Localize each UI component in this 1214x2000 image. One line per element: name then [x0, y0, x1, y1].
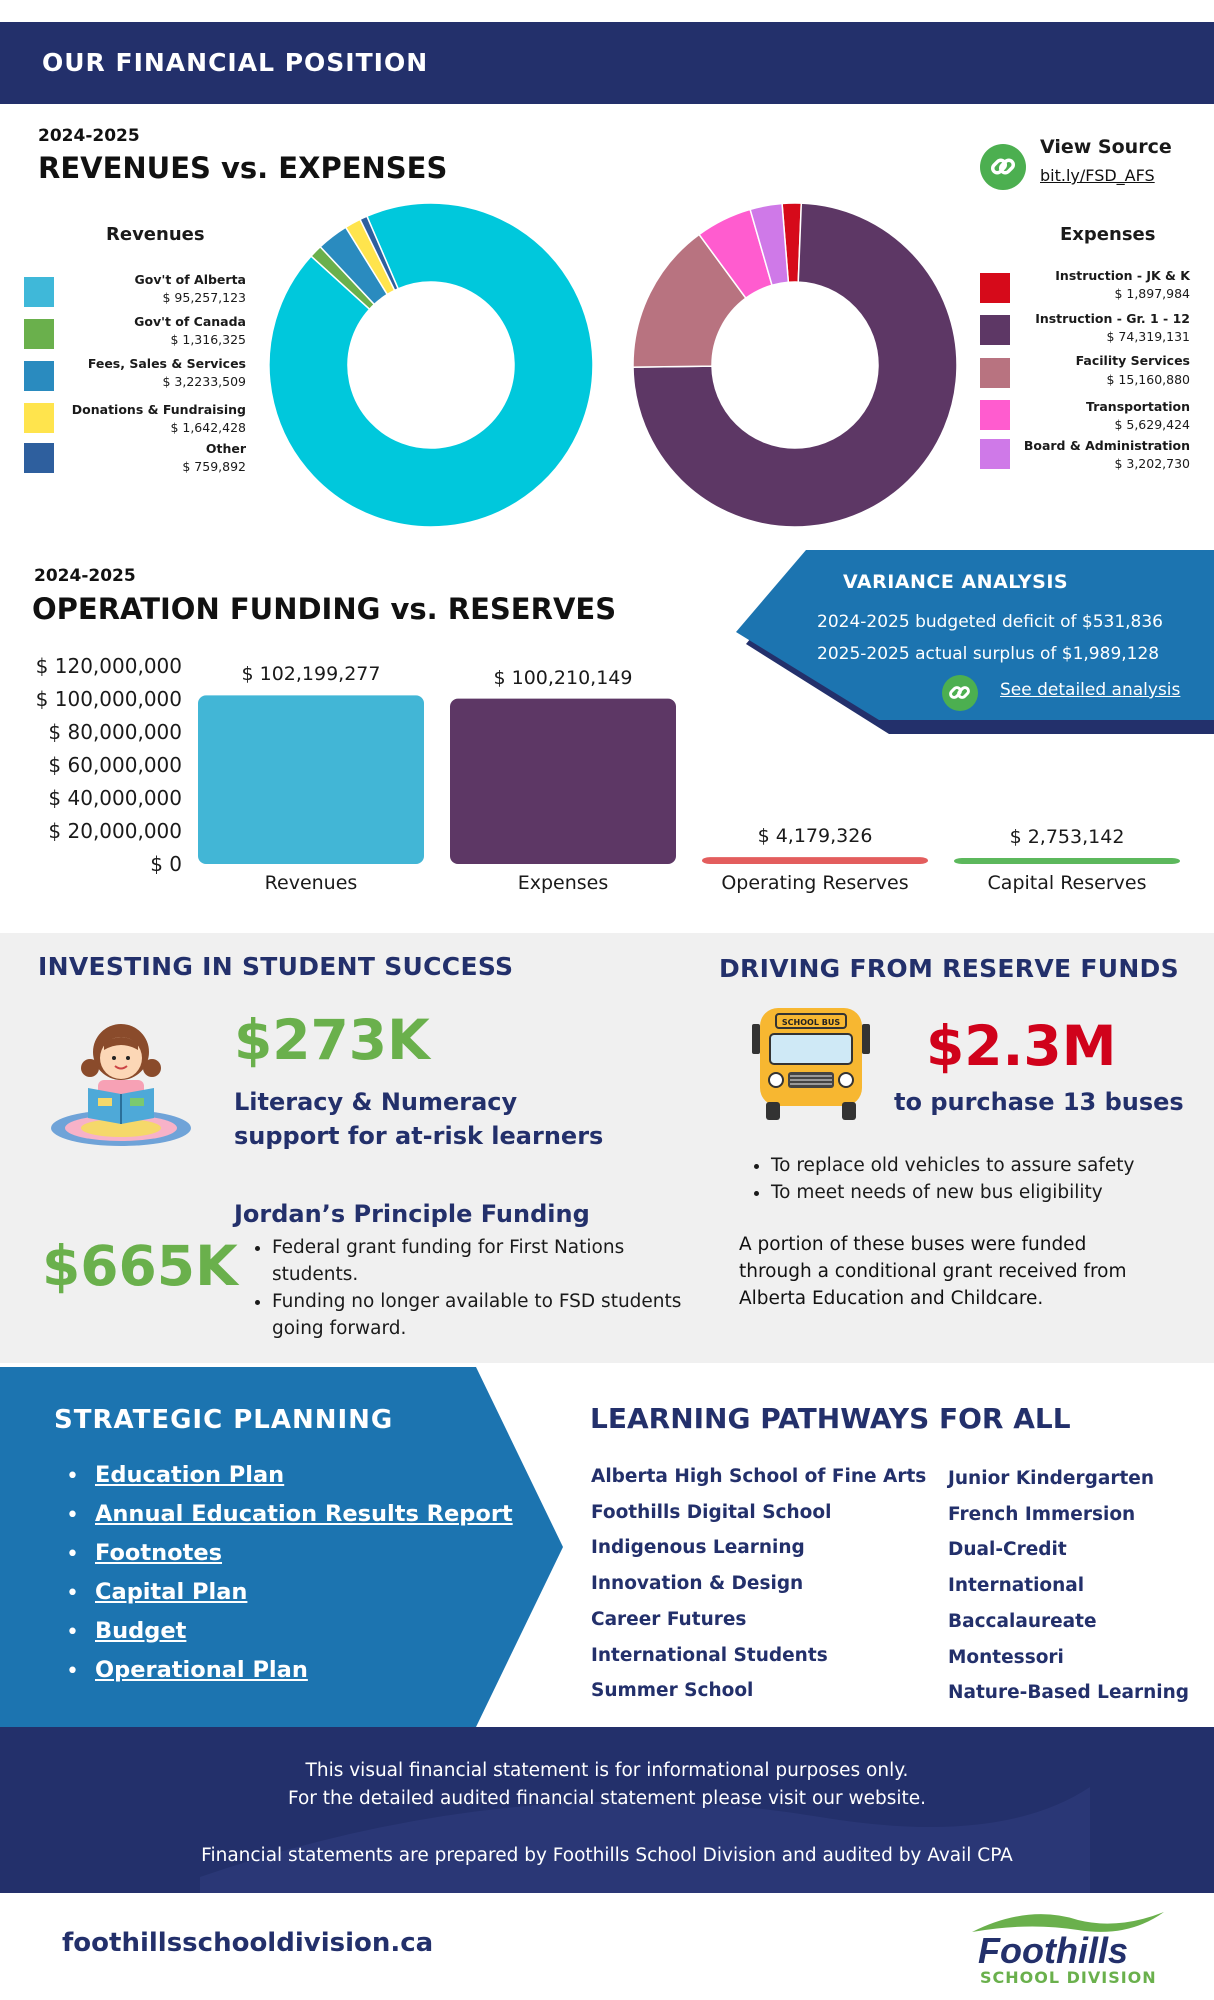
legend-value: $ 1,316,325	[170, 332, 246, 347]
footer-wave	[0, 1727, 1214, 1893]
view-source-label: View Source	[1040, 136, 1172, 158]
bar-capital-reserves	[954, 858, 1180, 864]
expenses-legend-heading: Expenses	[1060, 224, 1156, 245]
footer-line: For the detailed audited financial statement please visit our website.	[287, 1788, 927, 1809]
legend-value: $ 759,892	[182, 459, 246, 474]
legend-label: Transportation	[1086, 399, 1190, 414]
strategic-link[interactable]: Budget	[95, 1618, 187, 1644]
funding-bar-chart	[190, 650, 1190, 910]
pathways-title: LEARNING PATHWAYS FOR ALL	[590, 1402, 1071, 1435]
legend-value: $ 5,629,424	[1114, 417, 1190, 432]
revenues-donut-chart	[266, 200, 596, 530]
legend-value: $ 1,897,984	[1114, 286, 1190, 301]
bullet-icon: •	[66, 1620, 79, 1645]
bar-category-label: Operating Reserves	[721, 872, 909, 894]
strategic-link[interactable]: Annual Education Results Report	[95, 1501, 513, 1527]
strategic-link[interactable]: Capital Plan	[95, 1579, 248, 1605]
legend-value: $ 95,257,123	[162, 290, 246, 305]
pathway-item: Innovation & Design	[591, 1573, 804, 1595]
y-tick-label: $ 60,000,000	[48, 753, 182, 777]
bar-operating-reserves	[702, 857, 928, 864]
legend-value: $ 3,2233,509	[162, 374, 246, 389]
bullet-icon: •	[66, 1503, 79, 1528]
variance-line: 2025-2025 actual surplus of $1,989,128	[817, 644, 1160, 664]
bus-note: Alberta Education and Childcare.	[739, 1288, 1044, 1309]
pathway-item: Summer School	[591, 1680, 754, 1702]
page-title: OUR FINANCIAL POSITION	[42, 48, 429, 77]
bullet-icon: •	[66, 1659, 79, 1684]
bar-category-label: Revenues	[264, 872, 358, 894]
bar-value-label: $ 102,199,277	[241, 663, 381, 686]
strategic-link[interactable]: Education Plan	[95, 1462, 285, 1488]
bus-sign: SCHOOL BUS	[781, 1018, 841, 1027]
literacy-amount: $273K	[234, 1008, 430, 1072]
detailed-analysis-link[interactable]: See detailed analysis	[1000, 680, 1181, 700]
legend-value: $ 15,160,880	[1106, 372, 1190, 387]
strategic-link[interactable]: Operational Plan	[95, 1657, 308, 1683]
legend-label: Board & Administration	[1023, 438, 1190, 453]
legend-label: Instruction - JK & K	[1055, 268, 1190, 283]
variance-line: 2024-2025 budgeted deficit of $531,836	[817, 612, 1163, 632]
y-tick-label: $ 40,000,000	[48, 786, 182, 810]
bus-amount: $2.3M	[926, 1014, 1117, 1078]
pathway-item: International Students	[591, 1644, 828, 1666]
jordan-amount: $665K	[42, 1234, 238, 1298]
section-title: OPERATION FUNDING vs. RESERVES	[32, 592, 617, 626]
pathway-item: French Immersion	[948, 1503, 1136, 1525]
y-tick-label: $ 80,000,000	[48, 720, 182, 744]
legend-label: Fees, Sales & Services	[87, 356, 246, 371]
y-tick-label: $ 120,000,000	[35, 654, 182, 678]
bus-desc: to purchase 13 buses	[894, 1088, 1184, 1116]
legend-label: Instruction - Gr. 1 - 12	[1035, 311, 1190, 326]
jordan-title: Jordan’s Principle Funding	[234, 1200, 590, 1228]
variance-title: VARIANCE ANALYSIS	[843, 571, 1069, 593]
pathway-item: Foothills Digital School	[591, 1501, 832, 1523]
pathway-item: Career Futures	[591, 1608, 747, 1630]
legend-value: $ 1,642,428	[170, 420, 246, 435]
strategic-title: STRATEGIC PLANNING	[54, 1405, 394, 1435]
legend-value: $ 3,202,730	[1114, 456, 1190, 471]
pathway-item: Montessori	[948, 1646, 1064, 1668]
section-title: REVENUES vs. EXPENSES	[38, 151, 448, 185]
list-item: • Funding no longer available to FSD students going forward.	[272, 1288, 684, 1342]
y-tick-label: $ 20,000,000	[48, 819, 182, 843]
pathway-item: Dual-Credit	[948, 1539, 1067, 1561]
section-year: 2024-2025	[38, 126, 140, 146]
strategic-link[interactable]: Footnotes	[95, 1540, 223, 1566]
bar-revenues	[198, 695, 424, 864]
literacy-desc: support for at-risk learners	[234, 1122, 604, 1150]
reserve-funds-heading: DRIVING FROM RESERVE FUNDS	[719, 954, 1179, 983]
bus-bullets	[743, 1152, 1183, 1206]
child-reading-icon	[48, 1010, 194, 1150]
list-item: • Federal grant funding for First Nations students.	[272, 1234, 684, 1288]
pathway-item: Indigenous Learning	[591, 1537, 805, 1559]
logo-subtitle: SCHOOL DIVISION	[980, 1968, 1157, 1987]
bar-category-label: Expenses	[517, 872, 609, 894]
link-icon[interactable]	[980, 144, 1026, 190]
bullet-icon: •	[66, 1464, 79, 1489]
pathway-item: Junior Kindergarten	[948, 1468, 1155, 1489]
legend-label: Donations & Fundraising	[71, 402, 246, 417]
student-success-heading: INVESTING IN STUDENT SUCCESS	[38, 952, 514, 981]
bar-value-label: $ 100,210,149	[493, 666, 633, 689]
y-tick-label: $ 0	[150, 852, 182, 876]
list-item: • To replace old vehicles to assure safety	[771, 1152, 1183, 1179]
expenses-donut-chart	[630, 200, 960, 530]
literacy-desc: Literacy & Numeracy	[234, 1088, 518, 1116]
pathway-item: Nature-Based Learning	[948, 1682, 1190, 1704]
footer-line: Financial statements are prepared by Foothills School Division and audited by Avail CPA	[201, 1845, 1013, 1866]
list-item: • To meet needs of new bus eligibility	[771, 1179, 1183, 1206]
bar-value-label: $ 4,179,326	[757, 825, 873, 848]
view-source-link[interactable]: bit.ly/FSD_AFS	[1040, 166, 1155, 185]
pathway-item: International	[948, 1575, 1085, 1597]
legend-label: Gov't of Canada	[134, 314, 246, 329]
pathway-item: Alberta High School of Fine Arts	[591, 1466, 927, 1487]
legend-label: Other	[205, 441, 246, 456]
bar-expenses	[450, 699, 676, 864]
section-year: 2024-2025	[34, 566, 136, 586]
website-link[interactable]: foothillsschooldivision.ca	[62, 1928, 434, 1958]
footer-line: This visual financial statement is for informational purposes only.	[305, 1760, 909, 1781]
bus-note: A portion of these buses were funded	[739, 1234, 1087, 1255]
logo-wordmark: Foothills	[978, 1930, 1128, 1971]
bar-value-label: $ 2,753,142	[1009, 826, 1125, 848]
y-tick-label: $ 100,000,000	[35, 687, 182, 711]
bullet-icon: •	[66, 1581, 79, 1606]
revenues-legend-heading: Revenues	[106, 224, 205, 245]
bar-category-label: Capital Reserves	[987, 872, 1147, 894]
bullet-icon: •	[66, 1542, 79, 1567]
legend-label: Facility Services	[1075, 353, 1190, 368]
footer-band	[0, 1727, 1214, 1893]
legend-value: $ 74,319,131	[1106, 329, 1190, 344]
school-bus-icon	[752, 1002, 870, 1124]
jordan-bullets	[244, 1234, 684, 1342]
pathway-item: Baccalaureate	[948, 1610, 1097, 1632]
legend-label: Gov't of Alberta	[134, 272, 246, 287]
bus-note: through a conditional grant received from	[739, 1261, 1127, 1282]
